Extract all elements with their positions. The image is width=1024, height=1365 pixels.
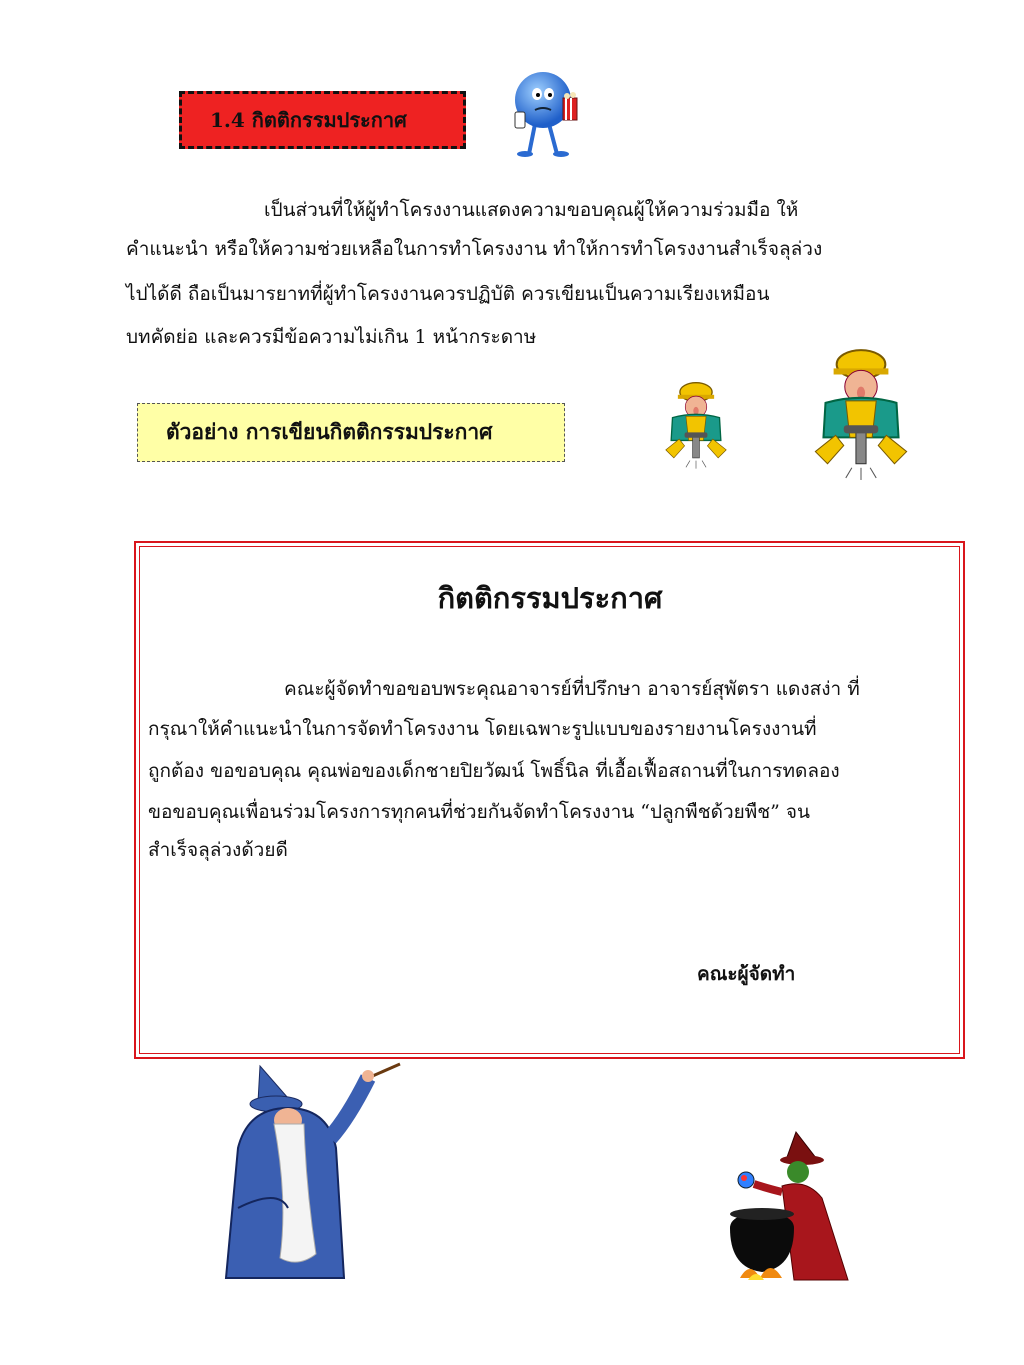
construction-worker-icon bbox=[797, 340, 925, 482]
blue-ball-character-icon bbox=[507, 68, 585, 158]
sample-title: กิตติกรรมประกาศ bbox=[437, 581, 663, 615]
sample-body-line: ขอขอบคุณเพื่อนร่วมโครงการทุกคนที่ช่วยกันจัดทำโครงงาน “ปลูกพืชด้วยพืช” จน bbox=[148, 801, 811, 823]
sample-body-line: ถูกต้อง ขอขอบคุณ คุณพ่อของเด็กชายปิยวัฒน์ โพธิ์นิล ที่เอื้อเฟื้อสถานที่ในการทดลอง bbox=[148, 760, 840, 782]
intro-line: เป็นส่วนที่ให้ผู้ทำโครงงานแสดงความขอบคุณผู้ให้ความร่วมมือ ให้ bbox=[264, 199, 799, 221]
intro-line: คำแนะนำ หรือให้ความช่วยเหลือในการทำโครงงาน ทำให้การทำโครงงานสำเร็จลุล่วง bbox=[126, 238, 823, 260]
wizard-icon bbox=[218, 1058, 403, 1286]
section-heading bbox=[179, 91, 466, 149]
signature: คณะผู้จัดทำ bbox=[697, 963, 796, 985]
sample-body-line: กรุณาให้คำแนะนำในการจัดทำโครงงาน โดยเฉพาะรูปแบบของรายงานโครงงานที่ bbox=[148, 718, 817, 740]
intro-line: บทคัดย่อ และควรมีข้อความไม่เกิน 1 หน้ากระดาษ bbox=[126, 326, 537, 348]
section-heading-text: 1.4 กิตติกรรมประกาศ bbox=[210, 108, 407, 132]
sample-body-line: สำเร็จลุล่วงด้วยดี bbox=[148, 839, 288, 861]
intro-line: ไปได้ดี ถือเป็นมารยาทที่ผู้ทำโครงงานควรปฏิบัติ ควรเขียนเป็นความเรียงเหมือน bbox=[126, 283, 770, 305]
construction-worker-icon bbox=[655, 376, 737, 470]
example-label: ตัวอย่าง การเขียนกิตติกรรมประกาศ bbox=[166, 419, 493, 444]
sample-body-line: คณะผู้จัดทำขอขอบพระคุณอาจารย์ที่ปรึกษา อาจารย์สุพัตรา แดงสง่า ที่ bbox=[284, 678, 860, 700]
example-label-box bbox=[137, 403, 565, 462]
witch-cauldron-icon bbox=[726, 1128, 850, 1286]
